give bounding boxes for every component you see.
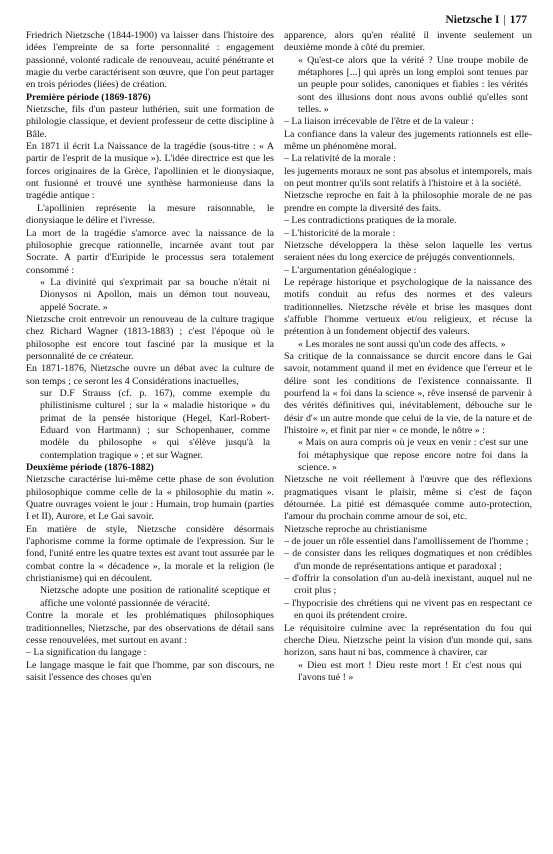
- page-number: 177: [509, 14, 527, 26]
- section-heading-first-period: Première période (1869-1876): [26, 91, 151, 103]
- list-heading: – Les contradictions pratiques de la morale.: [284, 215, 457, 227]
- paragraph: La mort de la tragédie s'amorce avec la naissance de la philosophie grecque rationnelle, incarnée avant tout par Socrate. A partir d'Euripide le processus sera totalement consommé :: [26, 227, 274, 276]
- paragraph: Nietzsche développera la thèse selon laquelle les vertus seraient nées du long exercice de préjugés conventionnels.: [284, 239, 532, 264]
- list-heading: – L'argumentation généalogique :: [284, 264, 417, 276]
- paragraph: En 1871-1876, Nietzsche ouvre un débat avec la culture de son temps ; ce seront les 4 Considérations inactuelles,: [26, 363, 274, 387]
- paragraph: Nietzsche croit entrevoir un renouveau de la culture tragique chez Richard Wagner (1813-1883) ; c'est l'époque où le philosophe est encore tout fasciné par la musique et la personnalité de ce créateur.: [26, 313, 274, 362]
- quotation: « Mais on aura compris où je veux en venir : c'est sur une foi métaphysique que repose encore notre foi dans la science. »: [298, 437, 528, 474]
- paragraph: Le repérage historique et psychologique de la naissance des motifs conduit au refus des normes et des valeurs traditionnelles. Nietzsche révèle et brise les masques dont s'affuble l'homme vertueux et/ou religieux, et récuse la prétention à un fondement objectif des valeurs.: [284, 276, 532, 338]
- bullet-item: – l'hypocrisie des chrétiens qui ne vivent pas en respectant ce en quoi ils prétendent croire.: [284, 597, 532, 622]
- paragraph: En matière de style, Nietzsche considère désormais l'aphorisme comme la forme optimale de l'expression. Sur le fond, l'unité entre les quatre textes est avant tout assurée par le combat contre la « décadence », la morale et la religion (le christianisme) qui en découlent.: [26, 523, 274, 585]
- header-separator: |: [503, 14, 506, 26]
- paragraph: apparence, alors qu'en réalité il invente seulement un deuxième monde à côté du premier.: [284, 30, 532, 54]
- left-column: [26, 30, 274, 684]
- paragraph: les jugements moraux ne sont pas absolus et intemporels, mais on peut montrer qu'ils sont relatifs à l'histoire et à la société.: [284, 165, 532, 190]
- paragraph: L'apollinien représente la mesure raisonnable, le dionysiaque le délire et l'ivresse.: [26, 202, 274, 227]
- paragraph: La confiance dans la valeur des jugements rationnels est elle-même un phénomène moral.: [284, 128, 532, 153]
- list-heading: – La signification du langage :: [26, 647, 147, 659]
- bullet-item: – de consister dans les reliques dogmatiques et non crédibles d'un monde de représentations antique et paradoxal ;: [284, 548, 532, 572]
- quotation: « Dieu est mort ! Dieu reste mort ! Et c'est nous qui l'avons tué ! »: [298, 659, 522, 683]
- paragraph: Nietzsche reproche au christianisme: [284, 523, 427, 535]
- quotation: « Qu'est-ce alors que la vérité ? Une troupe mobile de métaphores [...] qui après un long emploi sont tenues par un peuple pour solides, canoniques et fiables : les vérités sont des illusions dont nous avons oublié qu'elles sont telles. »: [298, 54, 528, 116]
- paragraph: Sa critique de la connaissance se durcit encore dans le Gai savoir, notamment quand il met en évidence que l'erreur et le délire sont les conditions de l'existence connaissante. Il pourfend la « foi dans la science », rêve insensé de parvenir à des vérités définitives qui, inévitablement, débouche sur le désir d'« un autre monde que celui de la vie, de la nature et de l'histoire », et finit par nier « ce monde, le nôtre » :: [284, 350, 532, 436]
- bullet-item: – de jouer un rôle essentiel dans l'amollissement de l'homme ;: [284, 536, 529, 548]
- quotation: « Les morales ne sont aussi qu'un code des affects. »: [298, 338, 506, 350]
- indented-paragraph: Nietzsche adopte une position de rationalité sceptique et affiche une volonté passionnée de véracité.: [40, 585, 270, 609]
- indented-paragraph: sur D.F Strauss (cf. p. 167), comme exemple du philistinisme culturel ; sur la « maladie historique » du primat de la pensée historique (Hegel, Karl-Robert-Eduard von Hartmann) ; sur Schopenhauer, comme modèle du philosophe « qui s'élève jusqu'à la contemplation tragique » ; et sur Wagner.: [40, 387, 270, 461]
- list-heading: – La relativité de la morale :: [284, 153, 396, 165]
- paragraph: Contre la morale et les problématiques philosophiques traditionnelles, Nietzsche, par des observations de détail sans cesse renouvelées, met surtout en avant :: [26, 610, 274, 646]
- paragraph: Le réquisitoire culmine avec la représentation du fou qui cherche Dieu. Nietzsche peint la vision d'un monde qui, sans horizon, sans haut ni bas, commence à chavirer, car: [284, 622, 532, 659]
- intro-paragraph: Friedrich Nietzsche (1844-1900) va laisser dans l'histoire des idées l'empreinte de sa forte personnalité : engagement passionné, volonté radicale de renouveau, acuité pénétrante et magie du verbe caractérisent son œuvre, que l'on peut partager en trois périodes (liées) de création.: [26, 30, 274, 91]
- list-heading: – L'historicité de la morale :: [284, 227, 396, 239]
- paragraph: Nietzsche, fils d'un pasteur luthérien, suit une formation de philologie classique, et devient professeur de cette discipline à Bâle.: [26, 104, 274, 140]
- paragraph: Nietzsche ne voit réellement à l'œuvre que des réflexions pragmatiques visant le plaisir, même si c'est de façon détournée. La pitié est démasquée comme auto-protection, l'amour du prochain comme amour de soi, etc.: [284, 474, 532, 523]
- paragraph: En 1871 il écrit La Naissance de la tragédie (sous-titre : « A partir de l'esprit de la musique »). L'idée directrice est que les forces originaires de la Grèce, l'apollinien et le dionysiaque, ont fusionné et trouvé une synthèse harmonieuse dans la tragédie antique :: [26, 141, 274, 202]
- paragraph: Le langage masque le fait que l'homme, par son discours, ne saisit l'essence des choses qu'en: [26, 659, 274, 683]
- header-title: Nietzsche I: [445, 14, 500, 26]
- running-header: [445, 14, 527, 26]
- paragraph: Nietzsche reproche en fait à la philosophie morale de ne pas prendre en compte la diversité des faits.: [284, 190, 532, 214]
- right-column: [284, 30, 532, 684]
- list-heading: – La liaison irrécevable de l'être et de la valeur :: [284, 116, 474, 128]
- paragraph: Nietzsche caractérise lui-même cette phase de son évolution philosophique comme celle de la « philosophie du matin ». Quatre ouvrages voient le jour : Humain, trop humain (parties I et II), Aurore, et Le Gai savoir.: [26, 474, 274, 523]
- bullet-item: – d'offrir la consolation d'un au-delà inexistant, auquel nul ne croit plus ;: [284, 573, 532, 597]
- quotation: « La divinité qui s'exprimait par sa bouche n'était ni Dionysos ni Apollon, mais un démon tout nouveau, appelé Socrate. »: [40, 276, 270, 313]
- section-heading-second-period: Deuxième période (1876-1882): [26, 462, 154, 474]
